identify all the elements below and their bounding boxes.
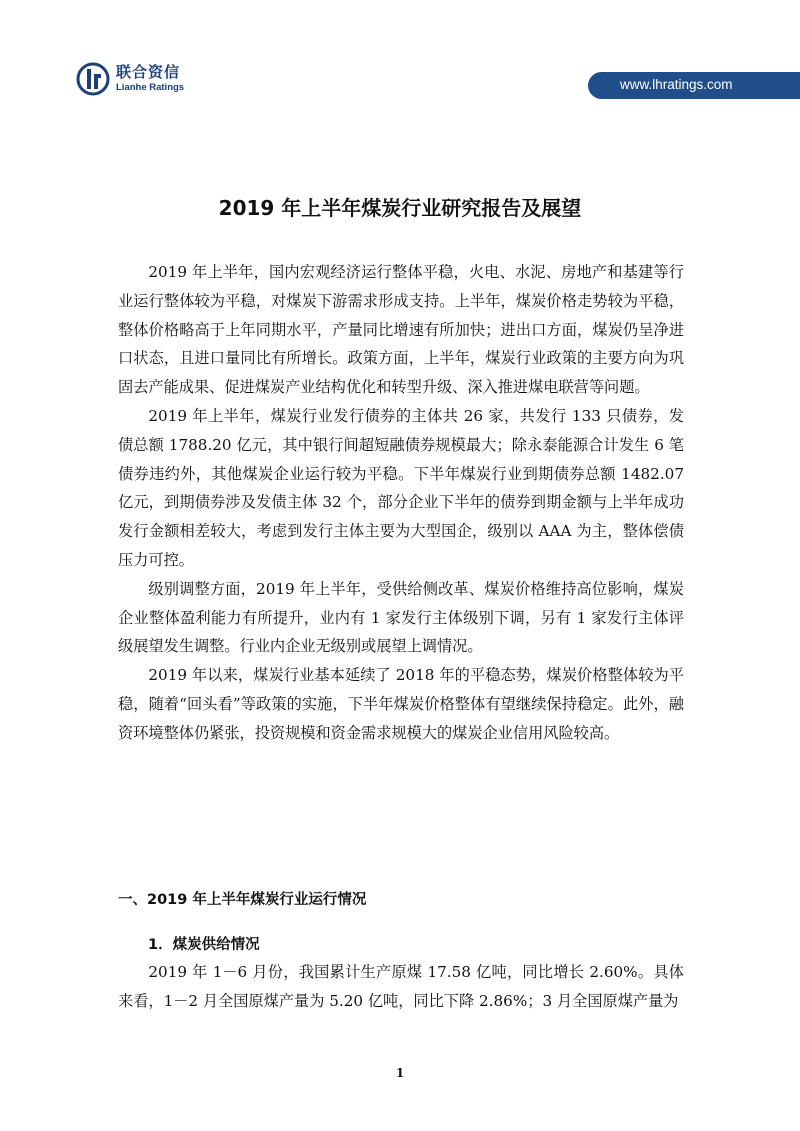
summary-paragraph-1: 2019 年上半年，国内宏观经济运行整体平稳，火电、水泥、房地产和基建等行业运行整体较为平稳，对煤炭下游需求形成支持。上半年，煤炭价格走势较为平稳，整体价格略高于上年同期水平，产量同比增速有所加快；进出口方面，煤炭仍呈净进口状态，且进口量同比有所增长。政策方面，上半年，煤炭行业政策的主要方向为巩固去产能成果、促进煤炭产业结构优化和转型升级、深入推进煤电联营等问题。: [118, 263, 684, 397]
supply-section: [118, 958, 684, 1016]
summary-section: [118, 258, 684, 748]
logo-chinese-name: 联合资信: [116, 63, 181, 82]
subsection-heading-1: 1．煤炭供给情况: [148, 937, 260, 953]
website-url[interactable]: www.lhratings.com: [620, 77, 733, 92]
summary-paragraph-3: 级别调整方面，2019 年上半年，受供给侧改革、煤炭价格维持高位影响，煤炭企业整体盈利能力有所提升，业内有 1 家发行主体级别下调，另有 1 家发行主体评级展望发生调整。行业内企业无级别或展望上调情况。: [118, 579, 684, 656]
section-heading-1: 一、2019 年上半年煤炭行业运行情况: [118, 892, 367, 908]
company-logo: [76, 62, 184, 96]
summary-paragraph-2: 2019 年上半年，煤炭行业发行债券的主体共 26 家，共发行 133 只债券，发债总额 1788.20 亿元，其中银行间超短融债券规模最大；除永泰能源合计发生 6 笔债券违约外，其他煤炭企业运行较为平稳。下半年煤炭行业到期债券总额 1482.07 亿元，到期债券涉及发债主体 32 个，部分企业下半年的债券到期金额与上半年成功发行金额相差较大，考虑到发行主体主要为大型国企，级别以 AAA 为主，整体偿债压力可控。: [118, 406, 684, 569]
summary-paragraph-4: 2019 年以来，煤炭行业基本延续了 2018 年的平稳态势，煤炭价格整体较为平稳，随着“回头看”等政策的实施，下半年煤炭价格整体有望继续保持稳定。此外，融资环境整体仍紧张，投资规模和资金需求规模大的煤炭企业信用风险较高。: [118, 666, 684, 742]
logo-english-name: Lianhe Ratings: [116, 82, 185, 94]
page-number: 1: [395, 1066, 405, 1080]
document-title: 2019 年上半年煤炭行业研究报告及展望: [218, 196, 582, 220]
supply-paragraph: 2019 年 1－6 月份，我国累计生产原煤 17.58 亿吨，同比增长 2.60%。具体来看，1－2 月全国原煤产量为 5.20 亿吨，同比下降 2.86%；3 月全国原煤产量为: [118, 963, 684, 1010]
lianhe-logo-icon: [76, 62, 110, 96]
page-header: [0, 0, 800, 120]
